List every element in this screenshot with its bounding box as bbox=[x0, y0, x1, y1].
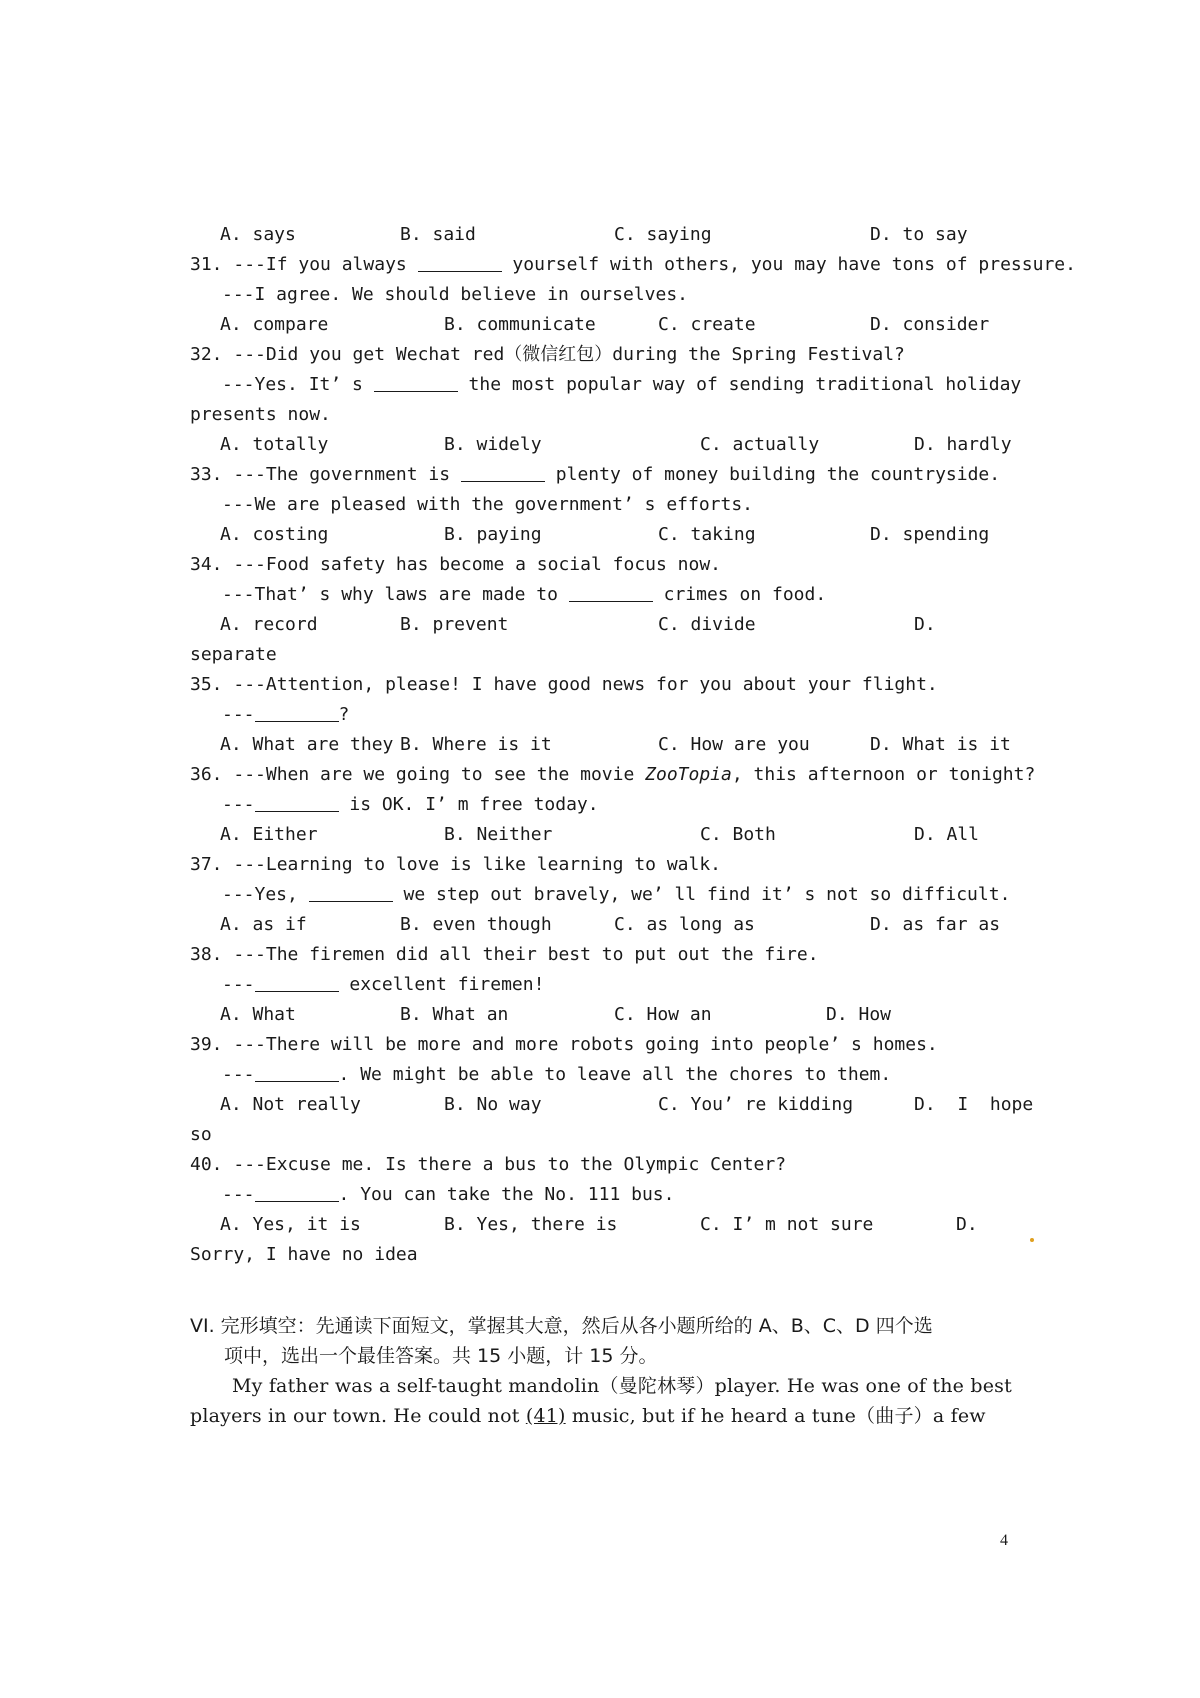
q39-option-b[interactable]: B. No way bbox=[444, 1094, 542, 1115]
q37-question: 37. ---Learning to love is like learning to walk. bbox=[190, 854, 722, 875]
q37-blank bbox=[309, 883, 393, 902]
q35-option-c[interactable]: C. How are you bbox=[658, 734, 810, 755]
q30-option-d[interactable]: D. to say bbox=[870, 224, 968, 245]
q36-options bbox=[190, 820, 1020, 850]
q39-options bbox=[190, 1090, 1034, 1120]
q36-blank bbox=[255, 793, 339, 812]
q32-response-cont: presents now. bbox=[190, 404, 331, 425]
passage-line-2: players in our town. He could not (41) music, but if he heard a tune（曲子）a few bbox=[190, 1405, 986, 1427]
q39-option-d[interactable]: D. I hope bbox=[914, 1094, 1034, 1115]
q39-blank bbox=[255, 1063, 339, 1082]
q30-option-c[interactable]: C. saying bbox=[614, 224, 712, 245]
q38-options bbox=[190, 1000, 1020, 1030]
q31-option-b[interactable]: B. communicate bbox=[444, 314, 596, 335]
q32-option-d[interactable]: D. hardly bbox=[914, 434, 1012, 455]
q40-options bbox=[190, 1210, 1020, 1240]
q40-option-a[interactable]: A. Yes, it is bbox=[220, 1214, 361, 1235]
q40-option-d-text[interactable]: Sorry, I have no idea bbox=[190, 1244, 418, 1265]
q34-option-c[interactable]: C. divide bbox=[658, 614, 756, 635]
q37-option-c[interactable]: C. as long as bbox=[614, 914, 755, 935]
stray-dot bbox=[1030, 1238, 1034, 1242]
q31-response: ---I agree. We should believe in ourselves. bbox=[222, 284, 688, 305]
q38-option-d[interactable]: D. How bbox=[826, 1004, 892, 1025]
q34-option-a[interactable]: A. record bbox=[220, 614, 318, 635]
q35-option-a[interactable]: A. What are they bbox=[220, 734, 394, 755]
q39-response: --- . We might be able to leave all the chores to them. bbox=[222, 1064, 892, 1085]
q37-option-b[interactable]: B. even though bbox=[400, 914, 552, 935]
q32-blank bbox=[374, 373, 458, 392]
q33-question: 33. ---The government is plenty of money building the countryside. bbox=[190, 464, 1001, 485]
q30-options bbox=[190, 220, 1020, 250]
q35-response: --- ? bbox=[222, 704, 350, 725]
q36-question: 36. ---When are we going to see the movie ZooTopia, this afternoon or tonight? bbox=[190, 764, 1036, 785]
section-heading-cont: 项中，选出一个最佳答案。共 15 小题，计 15 分。 bbox=[224, 1345, 658, 1367]
q31-options bbox=[190, 310, 1020, 340]
q33-option-c[interactable]: C. taking bbox=[658, 524, 756, 545]
movie-title: ZooTopia bbox=[645, 764, 732, 785]
q31-question: 31. ---If you always yourself with others, you may have tons of pressure. bbox=[190, 254, 1076, 275]
q32-response: ---Yes. It’ s the most popular way of sending traditional holiday bbox=[222, 374, 1022, 395]
q40-option-b[interactable]: B. Yes, there is bbox=[444, 1214, 618, 1235]
q32-option-b[interactable]: B. widely bbox=[444, 434, 542, 455]
q31-option-c[interactable]: C. create bbox=[658, 314, 756, 335]
page-number: 4 bbox=[1000, 1532, 1008, 1549]
q33-options bbox=[190, 520, 1020, 550]
q37-option-a[interactable]: A. as if bbox=[220, 914, 307, 935]
q38-option-a[interactable]: A. What bbox=[220, 1004, 296, 1025]
q33-option-a[interactable]: A. costing bbox=[220, 524, 329, 545]
q34-option-b[interactable]: B. prevent bbox=[400, 614, 509, 635]
q39-option-d-cont[interactable]: so bbox=[190, 1124, 212, 1145]
q35-option-d[interactable]: D. What is it bbox=[870, 734, 1011, 755]
q39-option-a[interactable]: A. Not really bbox=[220, 1094, 361, 1115]
q40-option-d[interactable]: D. bbox=[956, 1214, 978, 1235]
q34-response: ---That’ s why laws are made to crimes on food. bbox=[222, 584, 827, 605]
q39-option-c[interactable]: C. You’ re kidding bbox=[658, 1094, 854, 1115]
blank-41[interactable]: (41) bbox=[525, 1405, 566, 1427]
q34-question: 34. ---Food safety has become a social focus now. bbox=[190, 554, 722, 575]
q36-option-c[interactable]: C. Both bbox=[700, 824, 776, 845]
q37-response: ---Yes, we step out bravely, we’ ll find it’ s not so difficult. bbox=[222, 884, 1011, 905]
q35-option-b[interactable]: B. Where is it bbox=[400, 734, 552, 755]
q34-option-d[interactable]: D. bbox=[914, 614, 936, 635]
q34-options bbox=[190, 610, 1020, 640]
passage-line-1: My father was a self-taught mandolin（曼陀林琴）player. He was one of the best bbox=[232, 1375, 1012, 1397]
q35-options bbox=[190, 730, 1020, 760]
q34-blank bbox=[569, 583, 653, 602]
q38-option-b[interactable]: B. What an bbox=[400, 1004, 509, 1025]
q33-option-d[interactable]: D. spending bbox=[870, 524, 990, 545]
q35-blank bbox=[255, 703, 339, 722]
q35-question: 35. ---Attention, please! I have good news for you about your flight. bbox=[190, 674, 938, 695]
q30-option-b[interactable]: B. said bbox=[400, 224, 476, 245]
q40-question: 40. ---Excuse me. Is there a bus to the Olympic Center? bbox=[190, 1154, 787, 1175]
section-heading: VI. 完形填空：先通读下面短文，掌握其大意，然后从各小题所给的 A、B、C、D 四个选 bbox=[190, 1315, 933, 1337]
q31-blank bbox=[418, 253, 502, 272]
q36-option-a[interactable]: A. Either bbox=[220, 824, 318, 845]
q32-question: 32. ---Did you get Wechat red（微信红包）during the Spring Festival? bbox=[190, 344, 905, 365]
q39-question: 39. ---There will be more and more robots going into people’ s homes. bbox=[190, 1034, 938, 1055]
q40-blank bbox=[255, 1183, 339, 1202]
q31-option-d[interactable]: D. consider bbox=[870, 314, 990, 335]
q37-option-d[interactable]: D. as far as bbox=[870, 914, 1001, 935]
q38-option-c[interactable]: C. How an bbox=[614, 1004, 712, 1025]
q33-option-b[interactable]: B. paying bbox=[444, 524, 542, 545]
q33-blank bbox=[461, 463, 545, 482]
q38-blank bbox=[255, 973, 339, 992]
q37-options bbox=[190, 910, 1020, 940]
q36-option-d[interactable]: D. All bbox=[914, 824, 980, 845]
q36-response: --- is OK. I’ m free today. bbox=[222, 794, 599, 815]
q33-response: ---We are pleased with the government’ s efforts. bbox=[222, 494, 754, 515]
q36-option-b[interactable]: B. Neither bbox=[444, 824, 553, 845]
q38-response: --- excellent firemen! bbox=[222, 974, 545, 995]
q32-options bbox=[190, 430, 1020, 460]
q40-option-c[interactable]: C. I’ m not sure bbox=[700, 1214, 874, 1235]
q40-response: --- . You can take the No. 111 bus. bbox=[222, 1184, 675, 1205]
q30-option-a[interactable]: A. says bbox=[220, 224, 296, 245]
q32-option-a[interactable]: A. totally bbox=[220, 434, 329, 455]
q34-option-d-text[interactable]: separate bbox=[190, 644, 277, 665]
q31-option-a[interactable]: A. compare bbox=[220, 314, 329, 335]
q38-question: 38. ---The firemen did all their best to put out the fire. bbox=[190, 944, 819, 965]
q32-option-c[interactable]: C. actually bbox=[700, 434, 820, 455]
